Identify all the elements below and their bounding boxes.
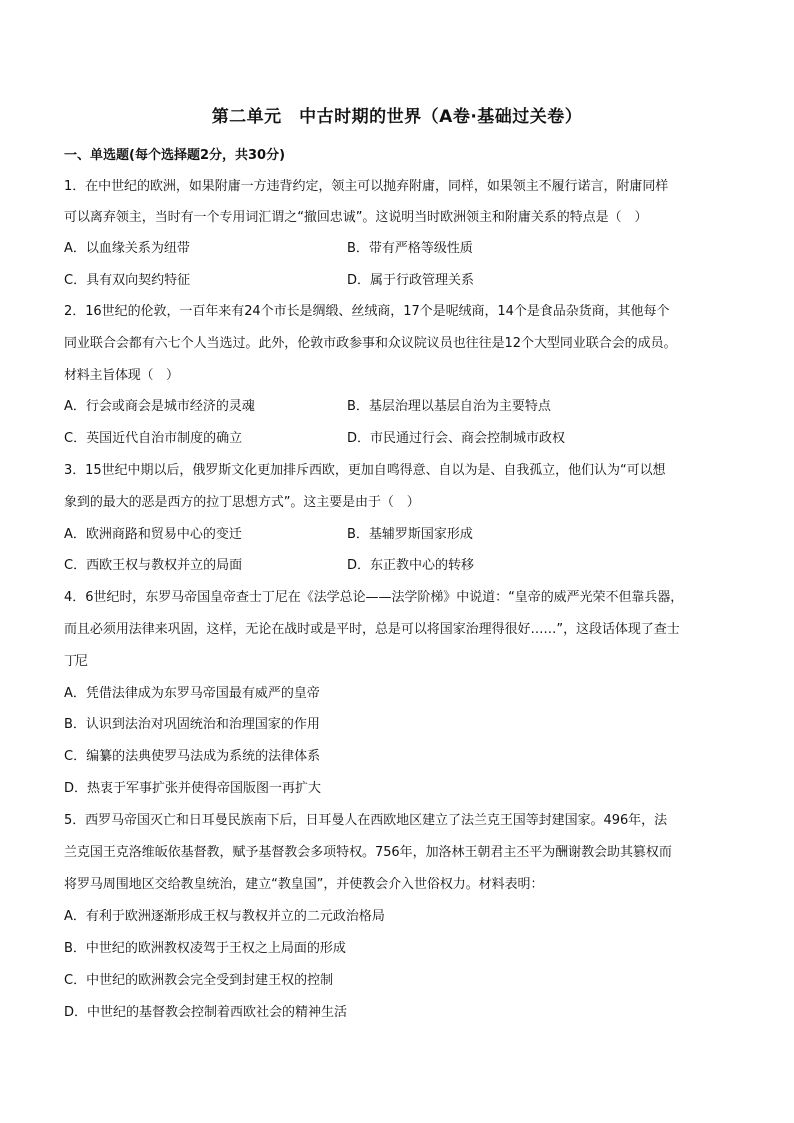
question-5-option-d: D．中世纪的基督教会控制着西欧社会的精神生活 [64,1005,348,1020]
question-4-option-d: D．热衷于军事扩张并使得帝国版图一再扩大 [64,781,322,796]
question-5-option-a: A．有利于欧洲逐渐形成王权与教权并立的二元政治格局 [64,909,385,924]
question-5-line-3: 将罗马周围地区交给教皇统治，建立“教皇国”，并使教会介入世俗权力。材料表明： [64,877,544,892]
question-5-line-2: 兰克国王克洛维皈依基督教，赋予基督教会多项特权。756年，加洛林王朝君主丕平为酬谢教会助其篡权而 [64,845,672,860]
question-4-line-2: 而且必须用法律来巩固，这样，无论在战时或是平时，总是可以将国家治理得很好……”，这段话体现了查士 [64,622,680,637]
question-2-option-d: D．市民通过行会、商会控制城市政权 [347,431,566,446]
question-2-option-c: C．英国近代自治市制度的确立 [64,431,243,446]
question-1-option-c: C．具有双向契约特征 [64,273,191,288]
question-1-line-1: 1．在中世纪的欧洲，如果附庸一方违背约定，领主可以抛弃附庸，同样，如果领主不履行诺言，附庸同样 [64,179,669,194]
question-1-option-d: D．属于行政管理关系 [347,273,475,288]
document-title: 第二单元 中古时期的世界（A卷·基础过关卷） [211,107,583,127]
question-2-line-1: 2．16世纪的伦敦，一百年来有24个市长是绸缎、丝绒商，17个是呢绒商，14个是食品杂货商，其他每个 [64,304,670,319]
question-2-option-a: A．行会或商会是城市经济的灵魂 [64,399,255,414]
question-1-option-b: B．带有严格等级性质 [347,241,473,256]
question-3-line-2: 象到的最大的恶是西方的拉丁思想方式”。这主要是由于（ ） [64,495,420,510]
question-3-option-c: C．西欧王权与教权并立的局面 [64,558,243,573]
section-heading: 一、单选题(每个选择题2分，共30分) [64,148,286,163]
question-4-line-1: 4．6世纪时，东罗马帝国皇帝查士丁尼在《法学总论——法学阶梯》中说道：“皇帝的威严光荣不但靠兵器， [64,590,684,605]
question-1-option-a: A．以血缘关系为纽带 [64,241,190,256]
question-2-option-b: B．基层治理以基层自治为主要特点 [347,399,551,414]
question-4-option-b: B．认识到法治对巩固统治和治理国家的作用 [64,717,320,732]
question-2-line-3: 材料主旨体现（ ） [64,368,179,383]
question-3-option-a: A．欧洲商路和贸易中心的变迁 [64,527,242,542]
question-5-option-c: C．中世纪的欧洲教会完全受到封建王权的控制 [64,973,334,988]
question-1-line-2: 可以离弃领主，当时有一个专用词汇谓之“撤回忠诚”。这说明当时欧洲领主和附庸关系的特点是（ ） [64,210,648,225]
question-3-option-b: B．基辅罗斯国家形成 [347,527,473,542]
question-5-line-1: 5．西罗马帝国灭亡和日耳曼民族南下后，日耳曼人在西欧地区建立了法兰克王国等封建国家。496年，法 [64,813,668,828]
question-4-line-3: 丁尼 [64,654,87,669]
question-4-option-a: A．凭借法律成为东罗马帝国最有威严的皇帝 [64,686,320,701]
question-3-option-d: D．东正教中心的转移 [347,558,475,573]
question-4-option-c: C．编纂的法典使罗马法成为系统的法律体系 [64,749,321,764]
question-3-line-1: 3．15世纪中期以后，俄罗斯文化更加排斥西欧，更加自鸣得意、自以为是、自我孤立，他们认为“可以想 [64,463,666,478]
question-2-line-2: 同业联合会都有六七个人当选过。此外，伦敦市政参事和众议院议员也往往是12个大型同业联合会的成员。 [64,336,677,351]
question-5-option-b: B．中世纪的欧洲教权凌驾于王权之上局面的形成 [64,941,346,956]
